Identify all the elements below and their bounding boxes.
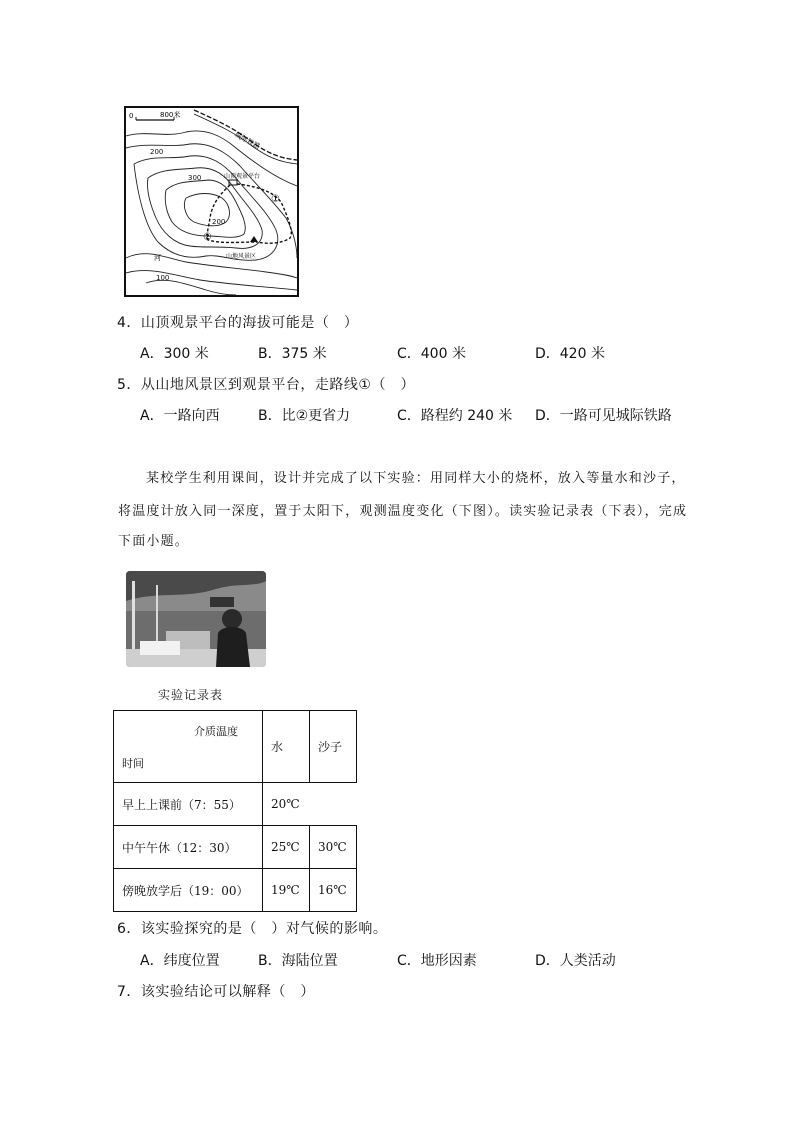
contour-label-100: 100	[156, 274, 170, 282]
row-2-time: 中午午休（12：30）	[114, 826, 263, 869]
question-5-option-d: D．一路可见城际铁路	[535, 408, 672, 424]
header-medium-label: 介质温度	[194, 725, 238, 738]
passage-line-2: 将温度计放入同一深度，置于太阳下，观测温度变化（下图）。读实验记录表（下表），完成	[118, 504, 688, 519]
question-4-stem: 4．山顶观景平台的海拔可能是（ ）	[117, 315, 359, 331]
question-4-option-b: B．375 米	[258, 346, 327, 362]
question-5-option-c: C．路程约 240 米	[397, 408, 513, 424]
row-3-time: 傍晚放学后（19：00）	[114, 869, 263, 912]
route-1-marker: ①	[271, 194, 280, 205]
table-row	[114, 869, 357, 912]
contour-map-figure	[124, 106, 299, 297]
question-6-option-c: C．地形因素	[397, 953, 477, 969]
question-4-option-a: A．300 米	[140, 346, 209, 362]
header-sand-label: 沙子	[318, 740, 343, 754]
question-5-option-a: A．一路向西	[140, 408, 220, 424]
row-1-merged-temp: 20℃	[263, 783, 357, 826]
question-4-option-c: C．400 米	[397, 346, 466, 362]
contour-label-200-top: 200	[150, 148, 164, 156]
table-row	[114, 826, 357, 869]
question-6-option-a: A．纬度位置	[140, 953, 220, 969]
table-row	[114, 783, 357, 826]
passage-line-3: 下面小题。	[118, 534, 190, 549]
row-2-water-temp: 25℃	[263, 826, 310, 869]
table-header-row	[114, 711, 357, 783]
experiment-photo	[126, 571, 266, 667]
scale-zero: 0	[129, 112, 134, 120]
question-6-stem: 6．该实验探究的是（ ）对气候的影响。	[117, 921, 388, 937]
experiment-photo-drawing	[126, 571, 266, 667]
question-5-option-b: B．比②更省力	[258, 408, 351, 424]
passage-line-1: 某校学生利用课间，设计并完成了以下实验：用同样大小的烧杯，放入等量水和沙子，	[146, 471, 686, 486]
river-label: 河	[154, 254, 161, 262]
scenic-area-label: 山地风景区	[226, 253, 257, 260]
row-2-sand-temp: 30℃	[310, 826, 357, 869]
platform-label: 山顶观景平台	[224, 173, 261, 180]
question-6-option-b: B．海陆位置	[258, 953, 338, 969]
experiment-record-table	[113, 710, 357, 912]
header-water-cell	[263, 711, 310, 783]
row-3-sand-temp: 16℃	[310, 869, 357, 912]
question-5-stem: 5．从山地风景区到观景平台，走路线①（ ）	[117, 377, 415, 393]
route-2-marker: ②	[203, 232, 212, 243]
question-6-option-d: D．人类活动	[535, 953, 616, 969]
question-7-stem: 7．该实验结论可以解释（ ）	[117, 984, 315, 1000]
question-4-option-d: D．420 米	[535, 346, 605, 362]
scale-label: 800米	[160, 111, 181, 119]
header-corner-cell	[114, 711, 263, 783]
header-sand-cell	[310, 711, 357, 783]
contour-label-300: 300	[188, 174, 202, 182]
contour-label-200-mid: 200	[212, 218, 226, 226]
contour-map-drawing	[126, 108, 297, 295]
row-3-water-temp: 19℃	[263, 869, 310, 912]
header-water-label: 水	[271, 740, 284, 754]
row-1-time: 早上上课前（7：55）	[114, 783, 263, 826]
scenic-area-marker	[250, 236, 258, 242]
railway-label: 城际铁路	[233, 130, 262, 151]
header-time-label: 时间	[122, 757, 144, 770]
table-caption: 实验记录表	[158, 688, 224, 702]
